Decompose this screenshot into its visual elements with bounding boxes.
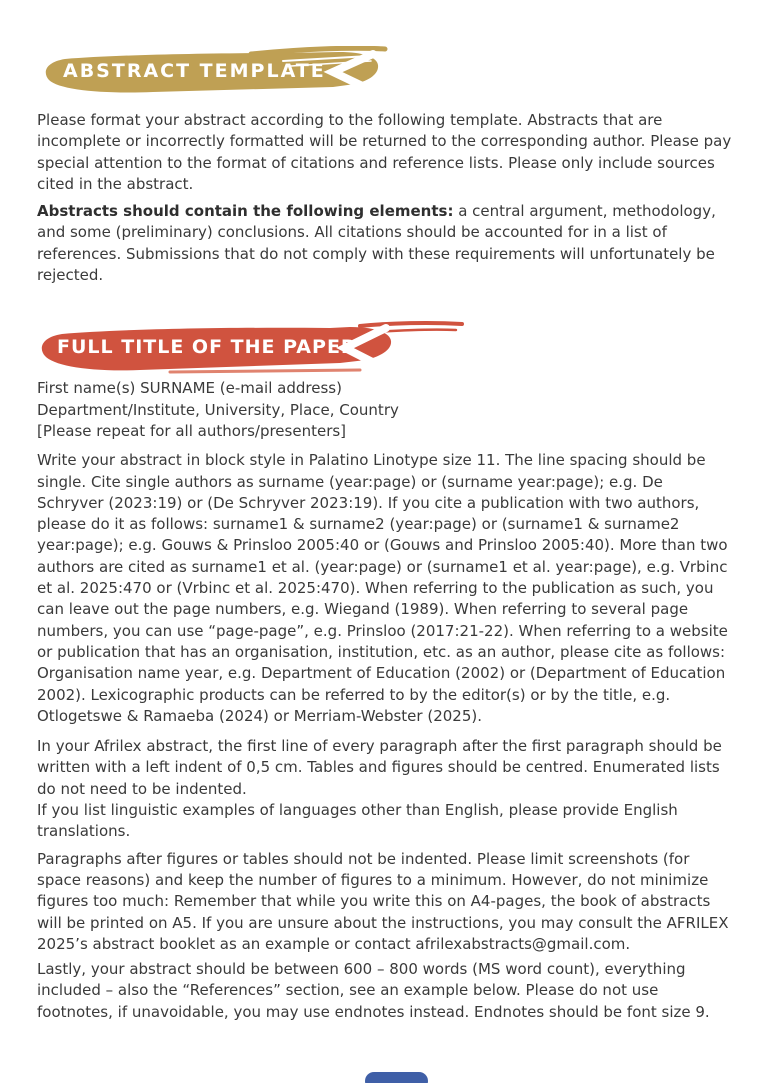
intro-paragraph: Please format your abstract according to the following template. Abstracts that are incomplete or incorrectly formatted will be returned to the corresponding author. Please pay special attention to the format of citations and reference lists. Please only include sources cited in the abstract. bbox=[37, 111, 732, 193]
translations-note-text: If you list linguistic examples of languages other than English, please provide English translations. bbox=[37, 801, 678, 841]
full-title-heading: FULL TITLE OF THE PAPER bbox=[57, 336, 357, 359]
partial-blue-banner bbox=[365, 1072, 428, 1083]
author-affiliation-line: Department/Institute, University, Place, Country bbox=[37, 400, 399, 419]
elements-rest: a central argument, methodology, and some (preliminary) conclusions. All citations should be accounted for in a list of references. Submissions that do not comply with these requirements will unfortunately be rejected. bbox=[37, 202, 716, 285]
word-count-paragraph: Lastly, your abstract should be between 600 – 800 words (MS word count), everything included – also the “References” section, see an example below. Please do not use footnotes, if unavoidable, you may use endnotes instead. Endnotes should be font size 9. bbox=[37, 960, 710, 1021]
figures-rules-paragraph: Paragraphs after figures or tables should not be indented. Please limit screenshots (for space reasons) and keep the number of figures to a minimum. However, do not minimize figures too much: Remember that while you write this on A4-pages, the book of abstracts will be printed on A5. If you are unsure about the instructions, you may consult the AFRILEX 2025’s abstract booklet as an example or contact afrilexabstracts@gmail.com. bbox=[37, 849, 729, 953]
page-content bbox=[0, 46, 768, 1023]
elements-paragraph bbox=[37, 201, 732, 286]
indent-rules-block bbox=[37, 736, 732, 842]
author-repeat-note: [Please repeat for all authors/presenters] bbox=[37, 421, 347, 440]
elements-lead-bold: Abstracts should contain the following elements: bbox=[37, 202, 454, 221]
indent-rules-text: In your Afrilex abstract, the first line of every paragraph after the first paragraph should be written with a left indent of 0,5 cm. Tables and figures should be centred. Enumerated lists do not need to be indented. bbox=[37, 737, 722, 798]
author-name-line: First name(s) SURNAME (e-mail address) bbox=[37, 379, 342, 398]
author-template-block bbox=[37, 378, 732, 442]
full-title-banner bbox=[30, 320, 725, 376]
abstract-template-banner bbox=[33, 46, 728, 98]
citation-guidelines-paragraph: Write your abstract in block style in Palatino Linotype size 11. The line spacing should be single. Cite single authors as surname (year:page) or (surname year:page); e.g. De Schryver (2023:19) or (De Schryver 2023:19). If you cite a publication with two authors, please do it as follows: surname1 & surname2 (year:page) or (surname1 & surname2 year:page); e.g. Gouws & Prinsloo 2005:40 or (Gouws and Prinsloo 2005:40). More than two authors are cited as surname1 et al. (year:page) or (surname1 et al. year:page), e.g. Vrbinc et al. 2025:470 or (Vrbinc et al. 2025:470). When referring to the publication as such, you can leave out the page numbers, e.g. Wiegand (1989). When referring to several page numbers, you can use “page-page”, e.g. Prinsloo (2017:21-22). When referring to a website or publication that has an organisation, institution, etc. as an author, please cite as follows: Organisation name year, e.g. Department of Education (2002) or (Department of Education 2002). Lexicographic products can be referred to by the editor(s) or by the title, e.g. Otlogetswe & Ramaeba (2024) or Merriam-Webster (2025). bbox=[37, 451, 728, 725]
abstract-template-heading: ABSTRACT TEMPLATE bbox=[63, 60, 326, 82]
